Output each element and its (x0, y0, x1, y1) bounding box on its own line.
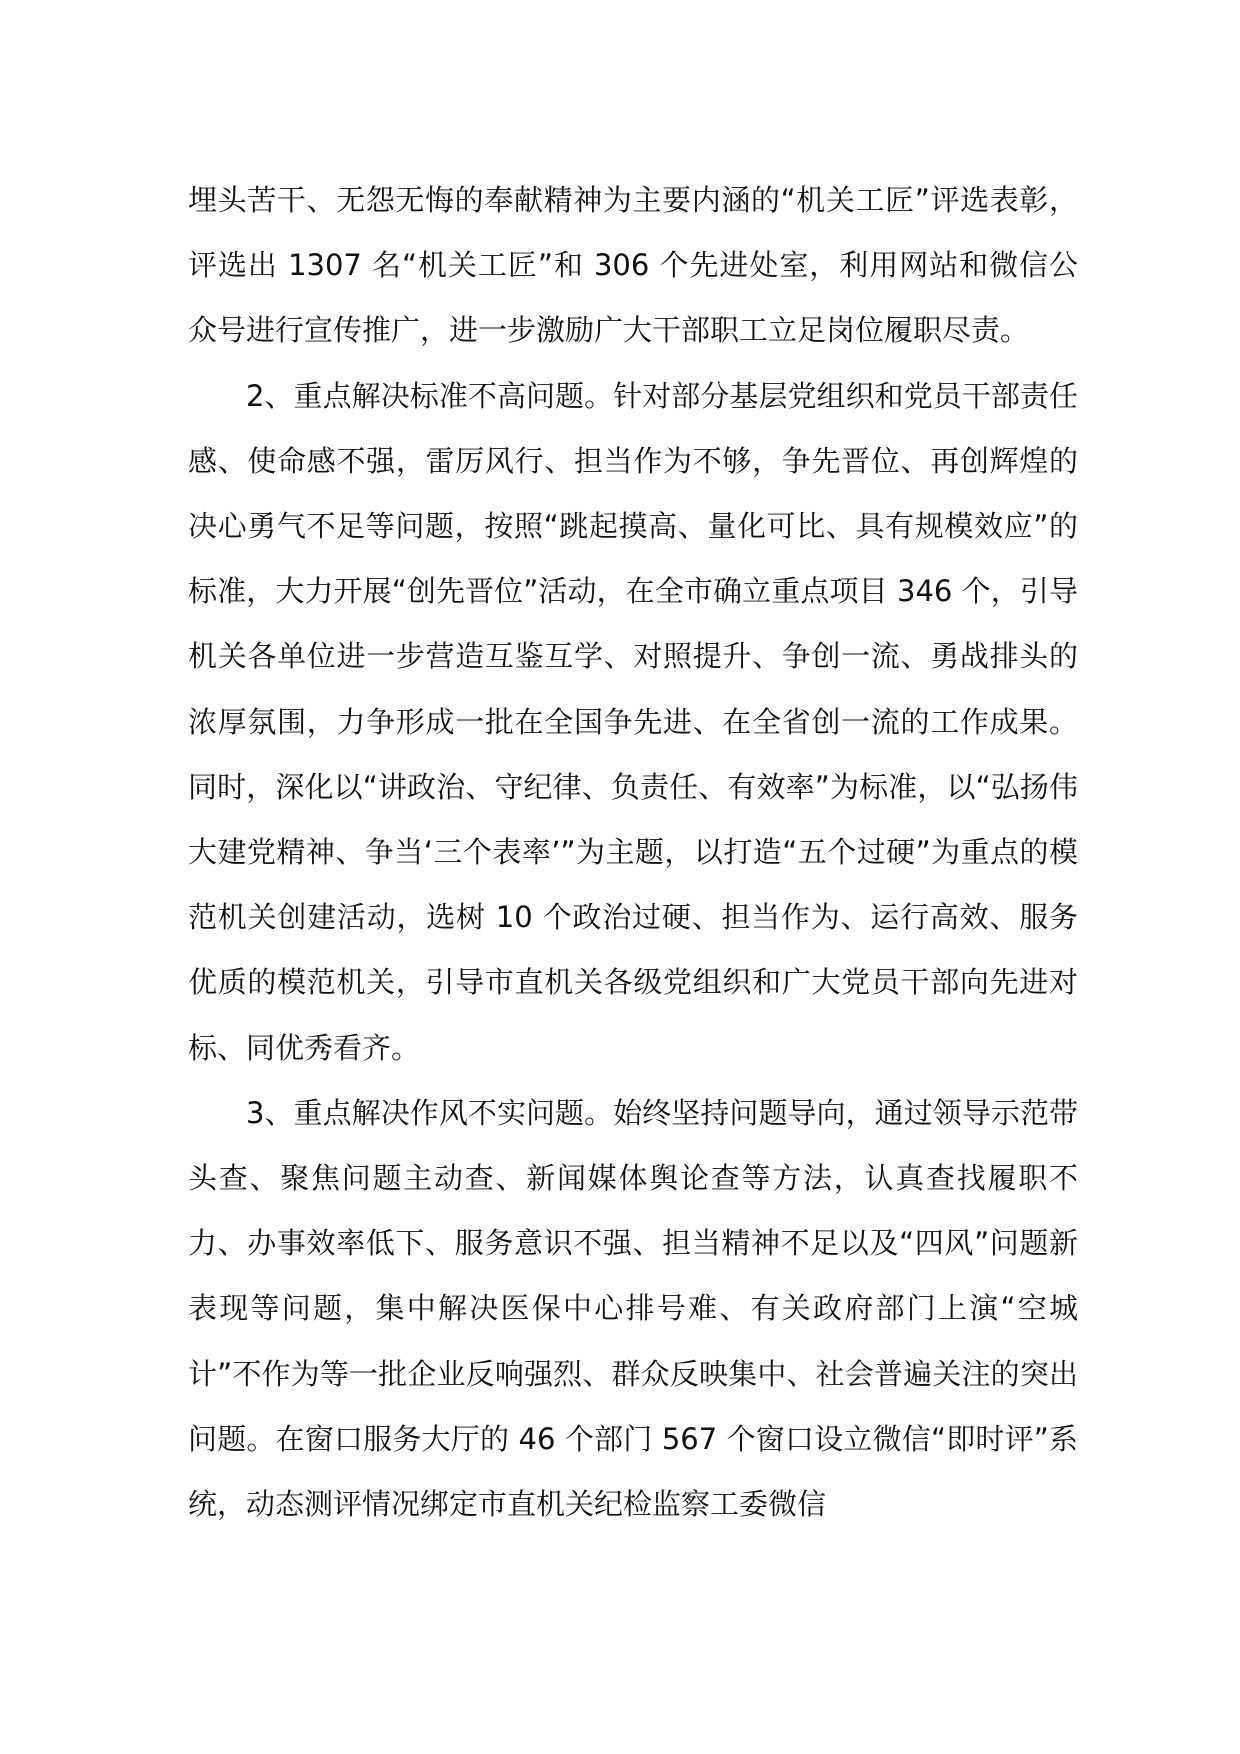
paragraph-2: 2、重点解决标准不高问题。针对部分基层党组织和党员干部责任感、使命感不强，雷厉风行、担当作为不够，争先晋位、再创辉煌的决心勇气不足等问题，按照“跳起摸高、量化可比、具有规模效应”的标准，大力开展“创先晋位”活动，在全市确立重点项目 346 个，引导机关各单位进一步营造互鉴互学、对照提升、争创一流、勇战排头的浓厚氛围，力争形成一批在全国争先进、在全省创一流的工作成果。同时，深化以“讲政治、守纪律、负责任、有效率”为标准，以“弘扬伟大建党精神、争当‘三个表率’”为主题，以打造“五个过硬”为重点的模范机关创建活动，选树 10 个政治过硬、担当作为、运行高效、服务优质的模范机关，引导市直机关各级党组织和广大党员干部向先进对标、同优秀看齐。 (188, 378, 1078, 1065)
document-body (188, 168, 1078, 1537)
paragraph-1: 埋头苦干、无怨无悔的奉献精神为主要内涵的“机关工匠”评选表彰，评选出 1307 名“机关工匠”和 306 个先进处室，利用网站和微信公众号进行宣传推广，进一步激励广大干部职工立足岗位履职尽责。 (188, 183, 1078, 348)
paragraph-3: 3、重点解决作风不实问题。始终坚持问题导向，通过领导示范带头查、聚焦问题主动查、新闻媒体舆论查等方法，认真查找履职不力、办事效率低下、服务意识不强、担当精神不足以及“四风”问题新表现等问题，集中解决医保中心排号难、有关政府部门上演“空城计”不作为等一批企业反响强烈、群众反映集中、社会普遍关注的突出问题。在窗口服务大厅的 46 个部门 567 个窗口设立微信“即时评”系统，动态测评情况绑定市直机关纪检监察工委微信 (188, 1095, 1078, 1522)
